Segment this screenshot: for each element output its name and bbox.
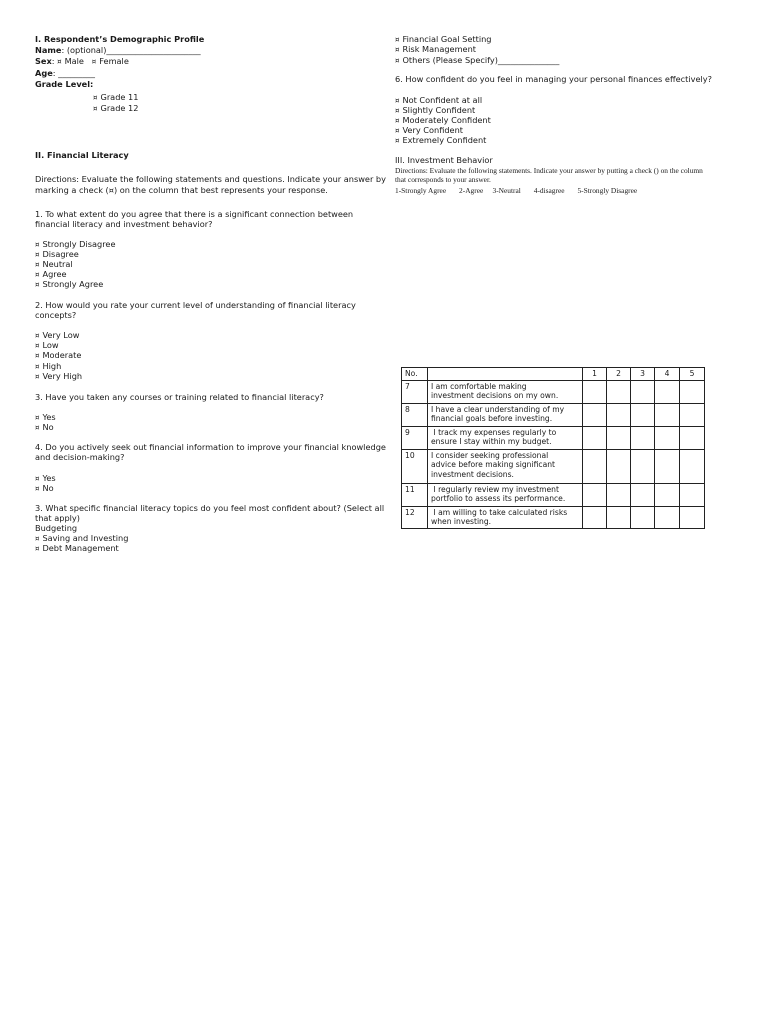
q4-text-2: and decision-making? bbox=[35, 452, 125, 462]
q1-text-1: 1. To what extent do you agree that there is a significant connection between bbox=[35, 209, 354, 219]
q5-option[interactable]: ¤ Saving and Investing bbox=[35, 533, 129, 543]
answer-cell[interactable] bbox=[655, 506, 680, 528]
answer-cell[interactable] bbox=[607, 506, 631, 528]
column-header-4: 4 bbox=[655, 368, 680, 381]
directions-line-2: marking a check (¤) on the column that best represents your response. bbox=[35, 185, 328, 195]
checkbox-icon[interactable]: ¤ bbox=[91, 58, 97, 66]
q6-text-1: 6. How confident do you feel in managing your personal finances effectively? bbox=[395, 74, 712, 84]
row-number: 9 bbox=[402, 426, 428, 449]
answer-cell[interactable] bbox=[607, 483, 631, 506]
answer-cell[interactable] bbox=[655, 380, 680, 403]
row-statement: I regularly review my investment portfolio to assess its performance. bbox=[428, 483, 583, 506]
checkbox-icon[interactable]: ¤ bbox=[35, 424, 40, 432]
name-label: Name bbox=[35, 45, 62, 55]
checkbox-icon[interactable]: ¤ bbox=[35, 342, 40, 350]
q3-option[interactable]: ¤ Yes bbox=[35, 412, 56, 422]
sex-label: Sex bbox=[35, 56, 52, 66]
checkbox-icon[interactable]: ¤ bbox=[35, 545, 40, 553]
q2-text-1: 2. How would you rate your current level of understanding of financial literacy bbox=[35, 300, 356, 310]
answer-cell[interactable] bbox=[655, 426, 680, 449]
answer-cell[interactable] bbox=[607, 403, 631, 426]
q6-option[interactable]: ¤ Extremely Confident bbox=[395, 135, 487, 145]
column-header-1: 1 bbox=[583, 368, 607, 381]
checkbox-icon[interactable]: ¤ bbox=[395, 57, 400, 65]
q4-text-1: 4. Do you actively seek out financial information to improve your financial knowledge bbox=[35, 442, 386, 452]
answer-cell[interactable] bbox=[583, 403, 607, 426]
answer-cell[interactable] bbox=[680, 426, 705, 449]
q2-option[interactable]: ¤ Moderate bbox=[35, 350, 82, 360]
row-number: 7 bbox=[402, 380, 428, 403]
answer-cell[interactable] bbox=[583, 380, 607, 403]
sex-option-female: Female bbox=[99, 56, 129, 66]
answer-cell[interactable] bbox=[631, 483, 655, 506]
q2-option[interactable]: ¤ High bbox=[35, 361, 62, 371]
row-statement: I track my expenses regularly to ensure I stay within my budget. bbox=[428, 426, 583, 449]
checkbox-icon[interactable]: ¤ bbox=[35, 475, 40, 483]
sex-line: Sex: ¤ Male ¤ Female bbox=[35, 56, 129, 66]
checkbox-icon[interactable]: ¤ bbox=[35, 271, 40, 279]
answer-cell[interactable] bbox=[680, 506, 705, 528]
answer-cell[interactable] bbox=[655, 483, 680, 506]
checkbox-icon[interactable]: ¤ bbox=[395, 97, 400, 105]
answer-cell[interactable] bbox=[655, 449, 680, 483]
answer-cell[interactable] bbox=[583, 426, 607, 449]
checkbox-icon[interactable]: ¤ bbox=[35, 414, 40, 422]
answer-cell[interactable] bbox=[631, 380, 655, 403]
checkbox-icon[interactable]: ¤ bbox=[395, 36, 400, 44]
q4-option[interactable]: ¤ Yes bbox=[35, 473, 56, 483]
column-header-2: 2 bbox=[607, 368, 631, 381]
q2-option[interactable]: ¤ Low bbox=[35, 340, 59, 350]
table-row bbox=[402, 380, 705, 403]
q2-text-2: concepts? bbox=[35, 310, 77, 320]
q5-text-2: that apply) bbox=[35, 513, 80, 523]
q5-option-others[interactable]: ¤ Others (Please Specify)_______________ bbox=[395, 55, 560, 65]
name-line bbox=[35, 45, 201, 55]
checkbox-icon[interactable]: ¤ bbox=[35, 363, 40, 371]
q5-option[interactable]: ¤ Debt Management bbox=[35, 543, 119, 553]
section-1-heading: I. Respondent’s Demographic Profile bbox=[35, 34, 205, 44]
row-statement: I consider seeking professional advice before making significant investment decisions. bbox=[428, 449, 583, 483]
row-statement: I am willing to take calculated risks when investing. bbox=[428, 506, 583, 528]
q5-text-1: 3. What specific financial literacy topics do you feel most confident about? (Select all bbox=[35, 503, 385, 513]
checkbox-icon[interactable]: ¤ bbox=[93, 94, 98, 102]
age-blank[interactable]: : _________ bbox=[52, 68, 95, 78]
q6-option[interactable]: ¤ Very Confident bbox=[395, 125, 463, 135]
grade-option-11[interactable]: ¤ Grade 11 bbox=[93, 92, 139, 102]
table-row bbox=[402, 426, 705, 449]
q1-option[interactable]: ¤ Agree bbox=[35, 269, 67, 279]
section-2-heading: II. Financial Literacy bbox=[35, 150, 129, 160]
checkbox-icon[interactable]: ¤ bbox=[35, 535, 40, 543]
sex-option-male: Male bbox=[64, 56, 84, 66]
row-number: 11 bbox=[402, 483, 428, 506]
q1-option[interactable]: ¤ Neutral bbox=[35, 259, 73, 269]
answer-cell[interactable] bbox=[607, 380, 631, 403]
section-3-directions-2: that corresponds to your answer. bbox=[395, 175, 491, 184]
q1-text-2: financial literacy and investment behavior? bbox=[35, 219, 213, 229]
table-row bbox=[402, 403, 705, 426]
section-3-heading: III. Investment Behavior bbox=[395, 155, 493, 165]
answer-cell[interactable] bbox=[583, 449, 607, 483]
answer-cell[interactable] bbox=[631, 506, 655, 528]
checkbox-icon[interactable]: ¤ bbox=[395, 117, 400, 125]
table-row bbox=[402, 506, 705, 528]
answer-cell[interactable] bbox=[631, 449, 655, 483]
grade-option-12[interactable]: ¤ Grade 12 bbox=[93, 103, 139, 113]
q2-option[interactable]: ¤ Very Low bbox=[35, 330, 80, 340]
table-header-row bbox=[402, 368, 705, 381]
checkbox-icon[interactable]: ¤ bbox=[35, 373, 40, 381]
section-3-directions-1: Directions: Evaluate the following statements. Indicate your answer by putting a check () on the column bbox=[395, 166, 703, 175]
column-header-statement bbox=[428, 368, 583, 381]
q1-option[interactable]: ¤ Disagree bbox=[35, 249, 79, 259]
column-header-3: 3 bbox=[631, 368, 655, 381]
checkbox-icon[interactable]: ¤ bbox=[35, 352, 40, 360]
q4-option[interactable]: ¤ No bbox=[35, 483, 54, 493]
answer-cell[interactable] bbox=[680, 483, 705, 506]
q5-option[interactable]: ¤ Financial Goal Setting bbox=[395, 34, 492, 44]
q5-option[interactable]: ¤ Risk Management bbox=[395, 44, 476, 54]
q1-option[interactable]: ¤ Strongly Disagree bbox=[35, 239, 116, 249]
answer-cell[interactable] bbox=[680, 380, 705, 403]
row-statement: I am comfortable making investment decisions on my own. bbox=[428, 380, 583, 403]
checkbox-icon[interactable]: ¤ bbox=[35, 251, 40, 259]
answer-cell[interactable] bbox=[583, 506, 607, 528]
checkbox-icon[interactable]: ¤ bbox=[35, 281, 40, 289]
answer-cell[interactable] bbox=[607, 449, 631, 483]
grade-label: Grade Level: bbox=[35, 79, 94, 89]
q3-text-1: 3. Have you taken any courses or training related to financial literacy? bbox=[35, 392, 324, 402]
answer-cell[interactable] bbox=[680, 449, 705, 483]
column-header-5: 5 bbox=[680, 368, 705, 381]
checkbox-icon[interactable]: ¤ bbox=[35, 241, 40, 249]
q2-option[interactable]: ¤ Very High bbox=[35, 371, 83, 381]
name-hint[interactable]: : (optional)_______________________ bbox=[61, 45, 201, 55]
checkbox-icon[interactable]: ¤ bbox=[57, 58, 62, 66]
checkbox-icon[interactable]: ¤ bbox=[395, 127, 400, 135]
row-statement: I have a clear understanding of my financial goals before investing. bbox=[428, 403, 583, 426]
checkbox-icon[interactable]: ¤ bbox=[35, 332, 40, 340]
row-number: 10 bbox=[402, 449, 428, 483]
answer-cell[interactable] bbox=[631, 426, 655, 449]
checkbox-icon[interactable]: ¤ bbox=[395, 137, 400, 145]
checkbox-icon[interactable]: ¤ bbox=[395, 107, 400, 115]
directions-line-1: Directions: Evaluate the following statements and questions. Indicate your answer by bbox=[35, 174, 386, 184]
table-row bbox=[402, 483, 705, 506]
checkbox-icon[interactable]: ¤ bbox=[93, 105, 98, 113]
column-header-no: No. bbox=[402, 368, 428, 381]
row-number: 8 bbox=[402, 403, 428, 426]
age-line bbox=[35, 68, 95, 78]
answer-cell[interactable] bbox=[680, 403, 705, 426]
q3-option[interactable]: ¤ No bbox=[35, 422, 54, 432]
q6-option[interactable]: ¤ Not Confident at all bbox=[395, 95, 483, 105]
investment-behavior-table bbox=[401, 367, 705, 529]
checkbox-icon[interactable]: ¤ bbox=[35, 261, 40, 269]
answer-cell[interactable] bbox=[583, 483, 607, 506]
answer-cell[interactable] bbox=[655, 403, 680, 426]
answer-cell[interactable] bbox=[607, 426, 631, 449]
q6-option[interactable]: ¤ Moderately Confident bbox=[395, 115, 491, 125]
q5-option-budgeting[interactable]: Budgeting bbox=[35, 523, 78, 533]
table-row bbox=[402, 449, 705, 483]
checkbox-icon[interactable]: ¤ bbox=[35, 485, 40, 493]
age-label: Age bbox=[35, 68, 53, 78]
answer-cell[interactable] bbox=[631, 403, 655, 426]
checkbox-icon[interactable]: ¤ bbox=[395, 46, 400, 54]
q6-option[interactable]: ¤ Slightly Confident bbox=[395, 105, 476, 115]
q1-option[interactable]: ¤ Strongly Agree bbox=[35, 279, 104, 289]
section-3-scale: 1-Strongly Agree 2-Agree 3-Neutral 4-disagree 5-Strongly Disagree bbox=[395, 186, 638, 195]
row-number: 12 bbox=[402, 506, 428, 528]
